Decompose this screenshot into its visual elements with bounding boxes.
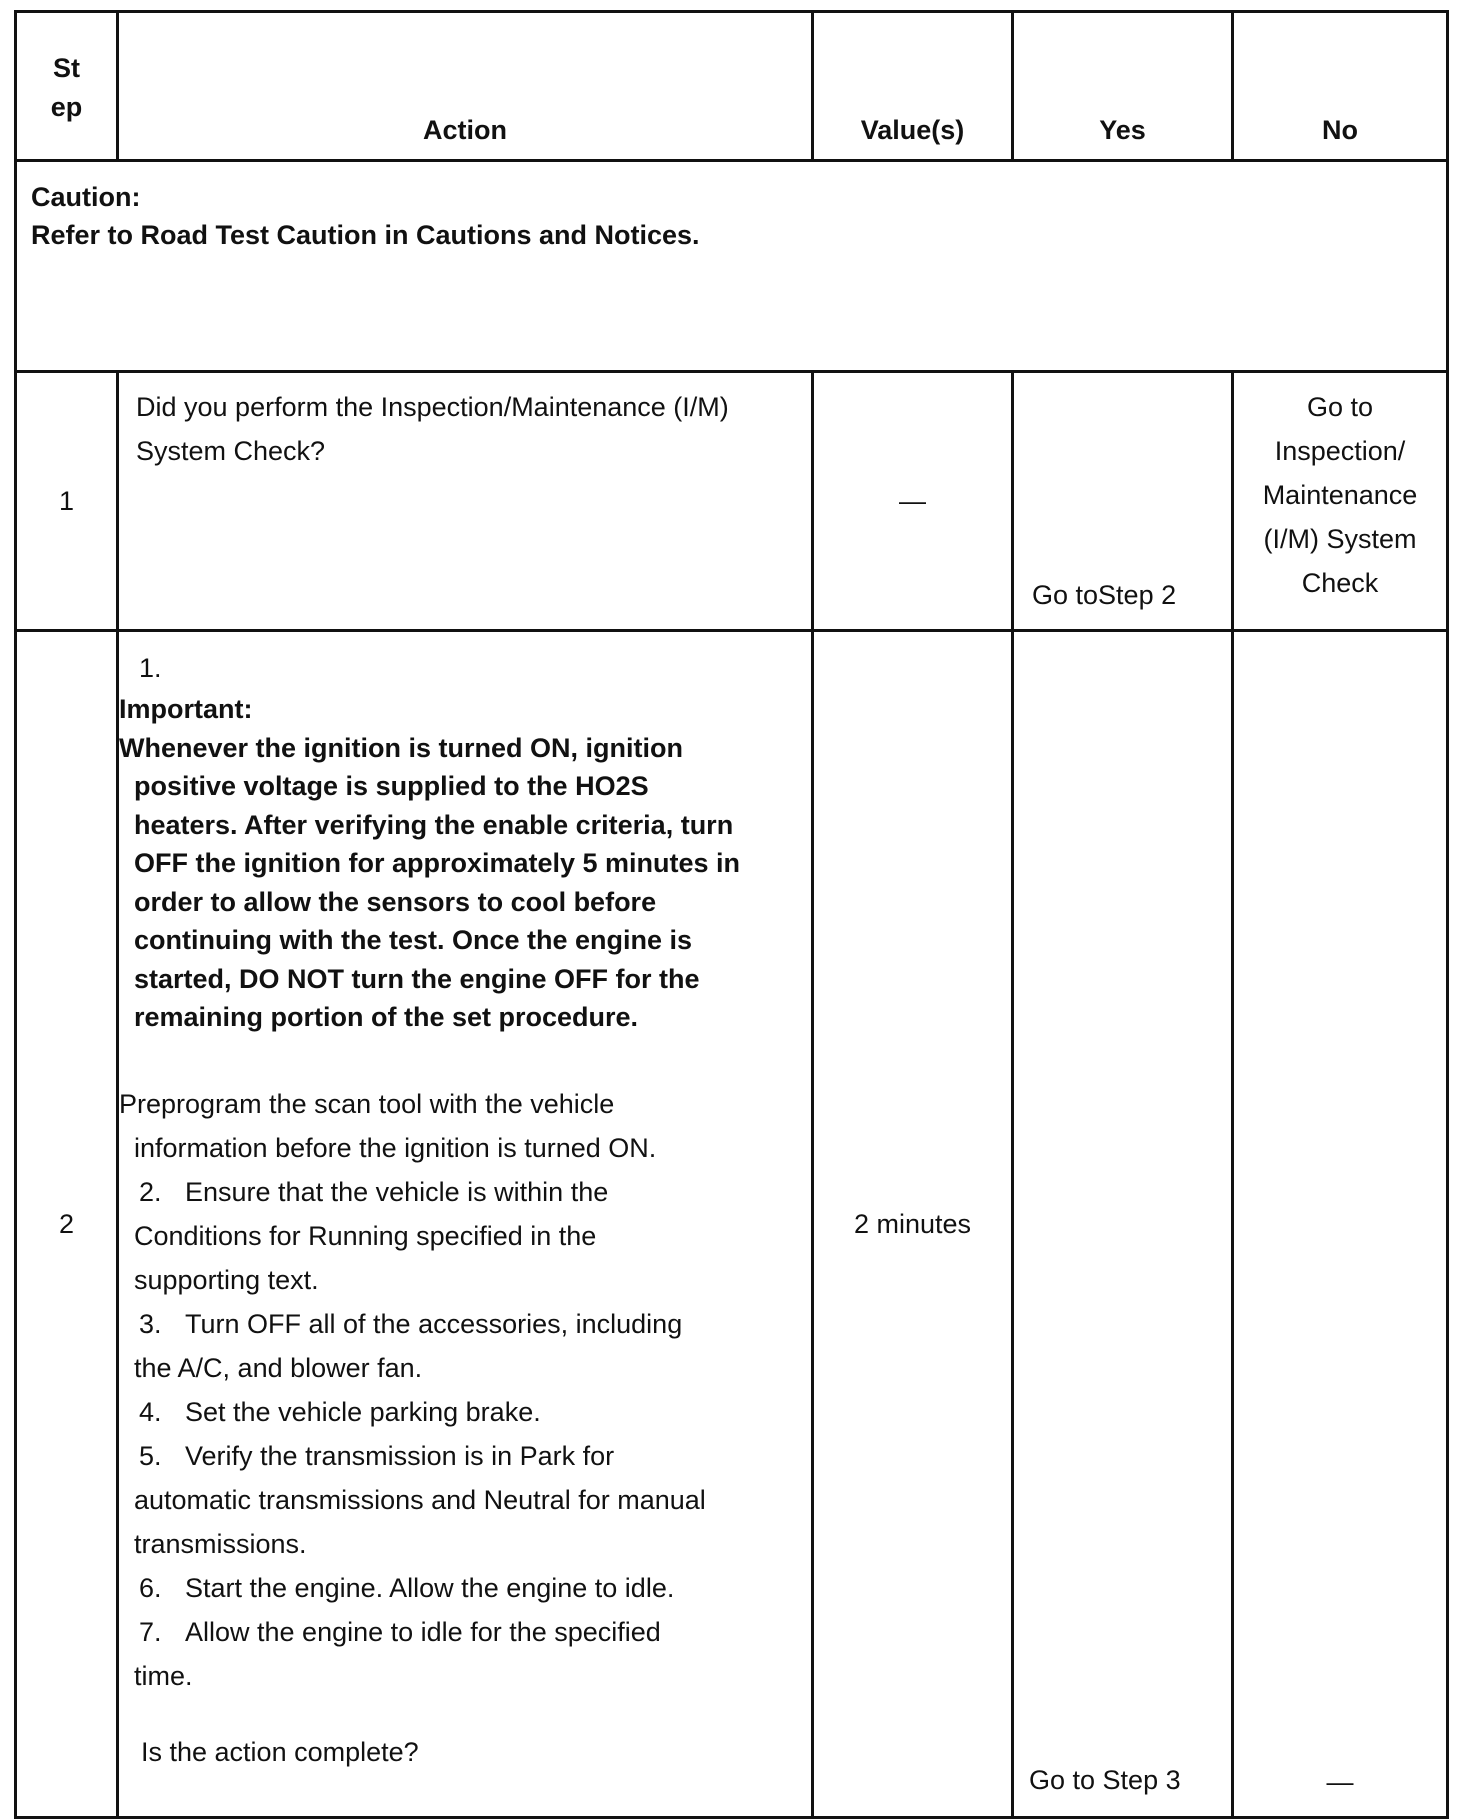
header-yes: Yes [1013, 12, 1233, 161]
yes-cell: Go toStep 2 [1013, 372, 1233, 631]
important-line: positive voltage is supplied to the HO2S [134, 771, 649, 801]
list-item-number: 3. [139, 1308, 162, 1339]
spacer [119, 1037, 781, 1082]
list-item-text: Start the engine. Allow the engine to idle. [185, 1572, 675, 1603]
step-number: 1 [16, 372, 118, 631]
header-step-line2: ep [50, 92, 83, 122]
list-item-text: Verify the transmission is in Park for [185, 1440, 615, 1471]
header-action: Action [118, 12, 813, 161]
list-item-number: 7. [139, 1616, 162, 1647]
header-values: Value(s) [813, 12, 1013, 161]
list-item-text: Set the vehicle parking brake. [185, 1396, 541, 1427]
no-cell [1233, 372, 1448, 631]
list-item-number: 2. [139, 1176, 162, 1207]
procedure-table [14, 10, 1449, 1819]
list-item [119, 1170, 781, 1214]
no-cell: — [1233, 631, 1448, 1818]
list-item-continuation: transmissions. [134, 1528, 307, 1559]
no-line: Inspection/ [1274, 436, 1406, 466]
list-item-continuation: the A/C, and blower fan. [134, 1352, 423, 1383]
table-row [16, 631, 1448, 1818]
important-title: Important: [119, 694, 253, 724]
header-step-line1: St [53, 53, 80, 83]
list-item-text: Allow the engine to idle for the specified [185, 1616, 661, 1647]
important-line: started, DO NOT turn the engine OFF for the [134, 963, 700, 994]
list-item-continuation: Conditions for Running specified in the [134, 1220, 597, 1251]
step-number: 2 [16, 631, 118, 1818]
important-line: heaters. After verifying the enable criteria, turn [134, 809, 734, 840]
header-no: No [1233, 12, 1448, 161]
list-item [119, 1434, 781, 1478]
header-row [16, 12, 1448, 161]
list-item [119, 1566, 781, 1610]
list-item-text: Ensure that the vehicle is within the [185, 1176, 609, 1207]
value-cell: — [813, 372, 1013, 631]
important-line: continuing with the test. Once the engine is [134, 925, 693, 955]
preprogram-line: Preprogram the scan tool with the vehicle [119, 1088, 615, 1119]
list-item-continuation: supporting text. [134, 1264, 319, 1295]
no-line: Check [1301, 568, 1379, 598]
list-item [119, 1610, 781, 1654]
important-line: remaining portion of the set procedure. [134, 1002, 639, 1032]
important-line: order to allow the sensors to cool before [134, 886, 657, 917]
list-item-continuation: time. [134, 1660, 193, 1691]
list-item-text: Turn OFF all of the accessories, including [185, 1308, 683, 1339]
list-item-number: 5. [139, 1440, 162, 1471]
action-text: Did you perform the Inspection/Maintenance (I/M) System Check? [118, 372, 813, 631]
list-item [119, 1390, 781, 1434]
important-note [119, 690, 781, 1037]
header-step [16, 12, 118, 161]
no-line: (I/M) System [1263, 524, 1417, 554]
no-line: Go to [1306, 392, 1374, 422]
caution-title: Caution: [31, 182, 141, 212]
no-line: Maintenance [1262, 480, 1418, 510]
caution-text: Refer to Road Test Caution in Cautions and Notices. [31, 220, 700, 250]
caution-row [16, 161, 1448, 372]
list-number-1: 1. [139, 653, 162, 683]
yes-cell: Go to Step 3 [1013, 631, 1233, 1818]
caution-cell [16, 161, 1448, 372]
list-item-continuation: automatic transmissions and Neutral for manual [134, 1484, 706, 1515]
value-cell: 2 minutes [813, 631, 1013, 1818]
important-line: Whenever the ignition is turned ON, ignition [119, 732, 683, 763]
question-text: Is the action complete? [141, 1736, 419, 1767]
important-line: OFF the ignition for approximately 5 minutes in [134, 848, 741, 878]
preprogram-line: information before the ignition is turned ON. [134, 1132, 657, 1163]
list-item-number: 6. [139, 1572, 162, 1603]
list-item-number: 4. [139, 1396, 162, 1427]
table-row [16, 372, 1448, 631]
list-item [119, 1302, 781, 1346]
action-cell [118, 631, 813, 1818]
